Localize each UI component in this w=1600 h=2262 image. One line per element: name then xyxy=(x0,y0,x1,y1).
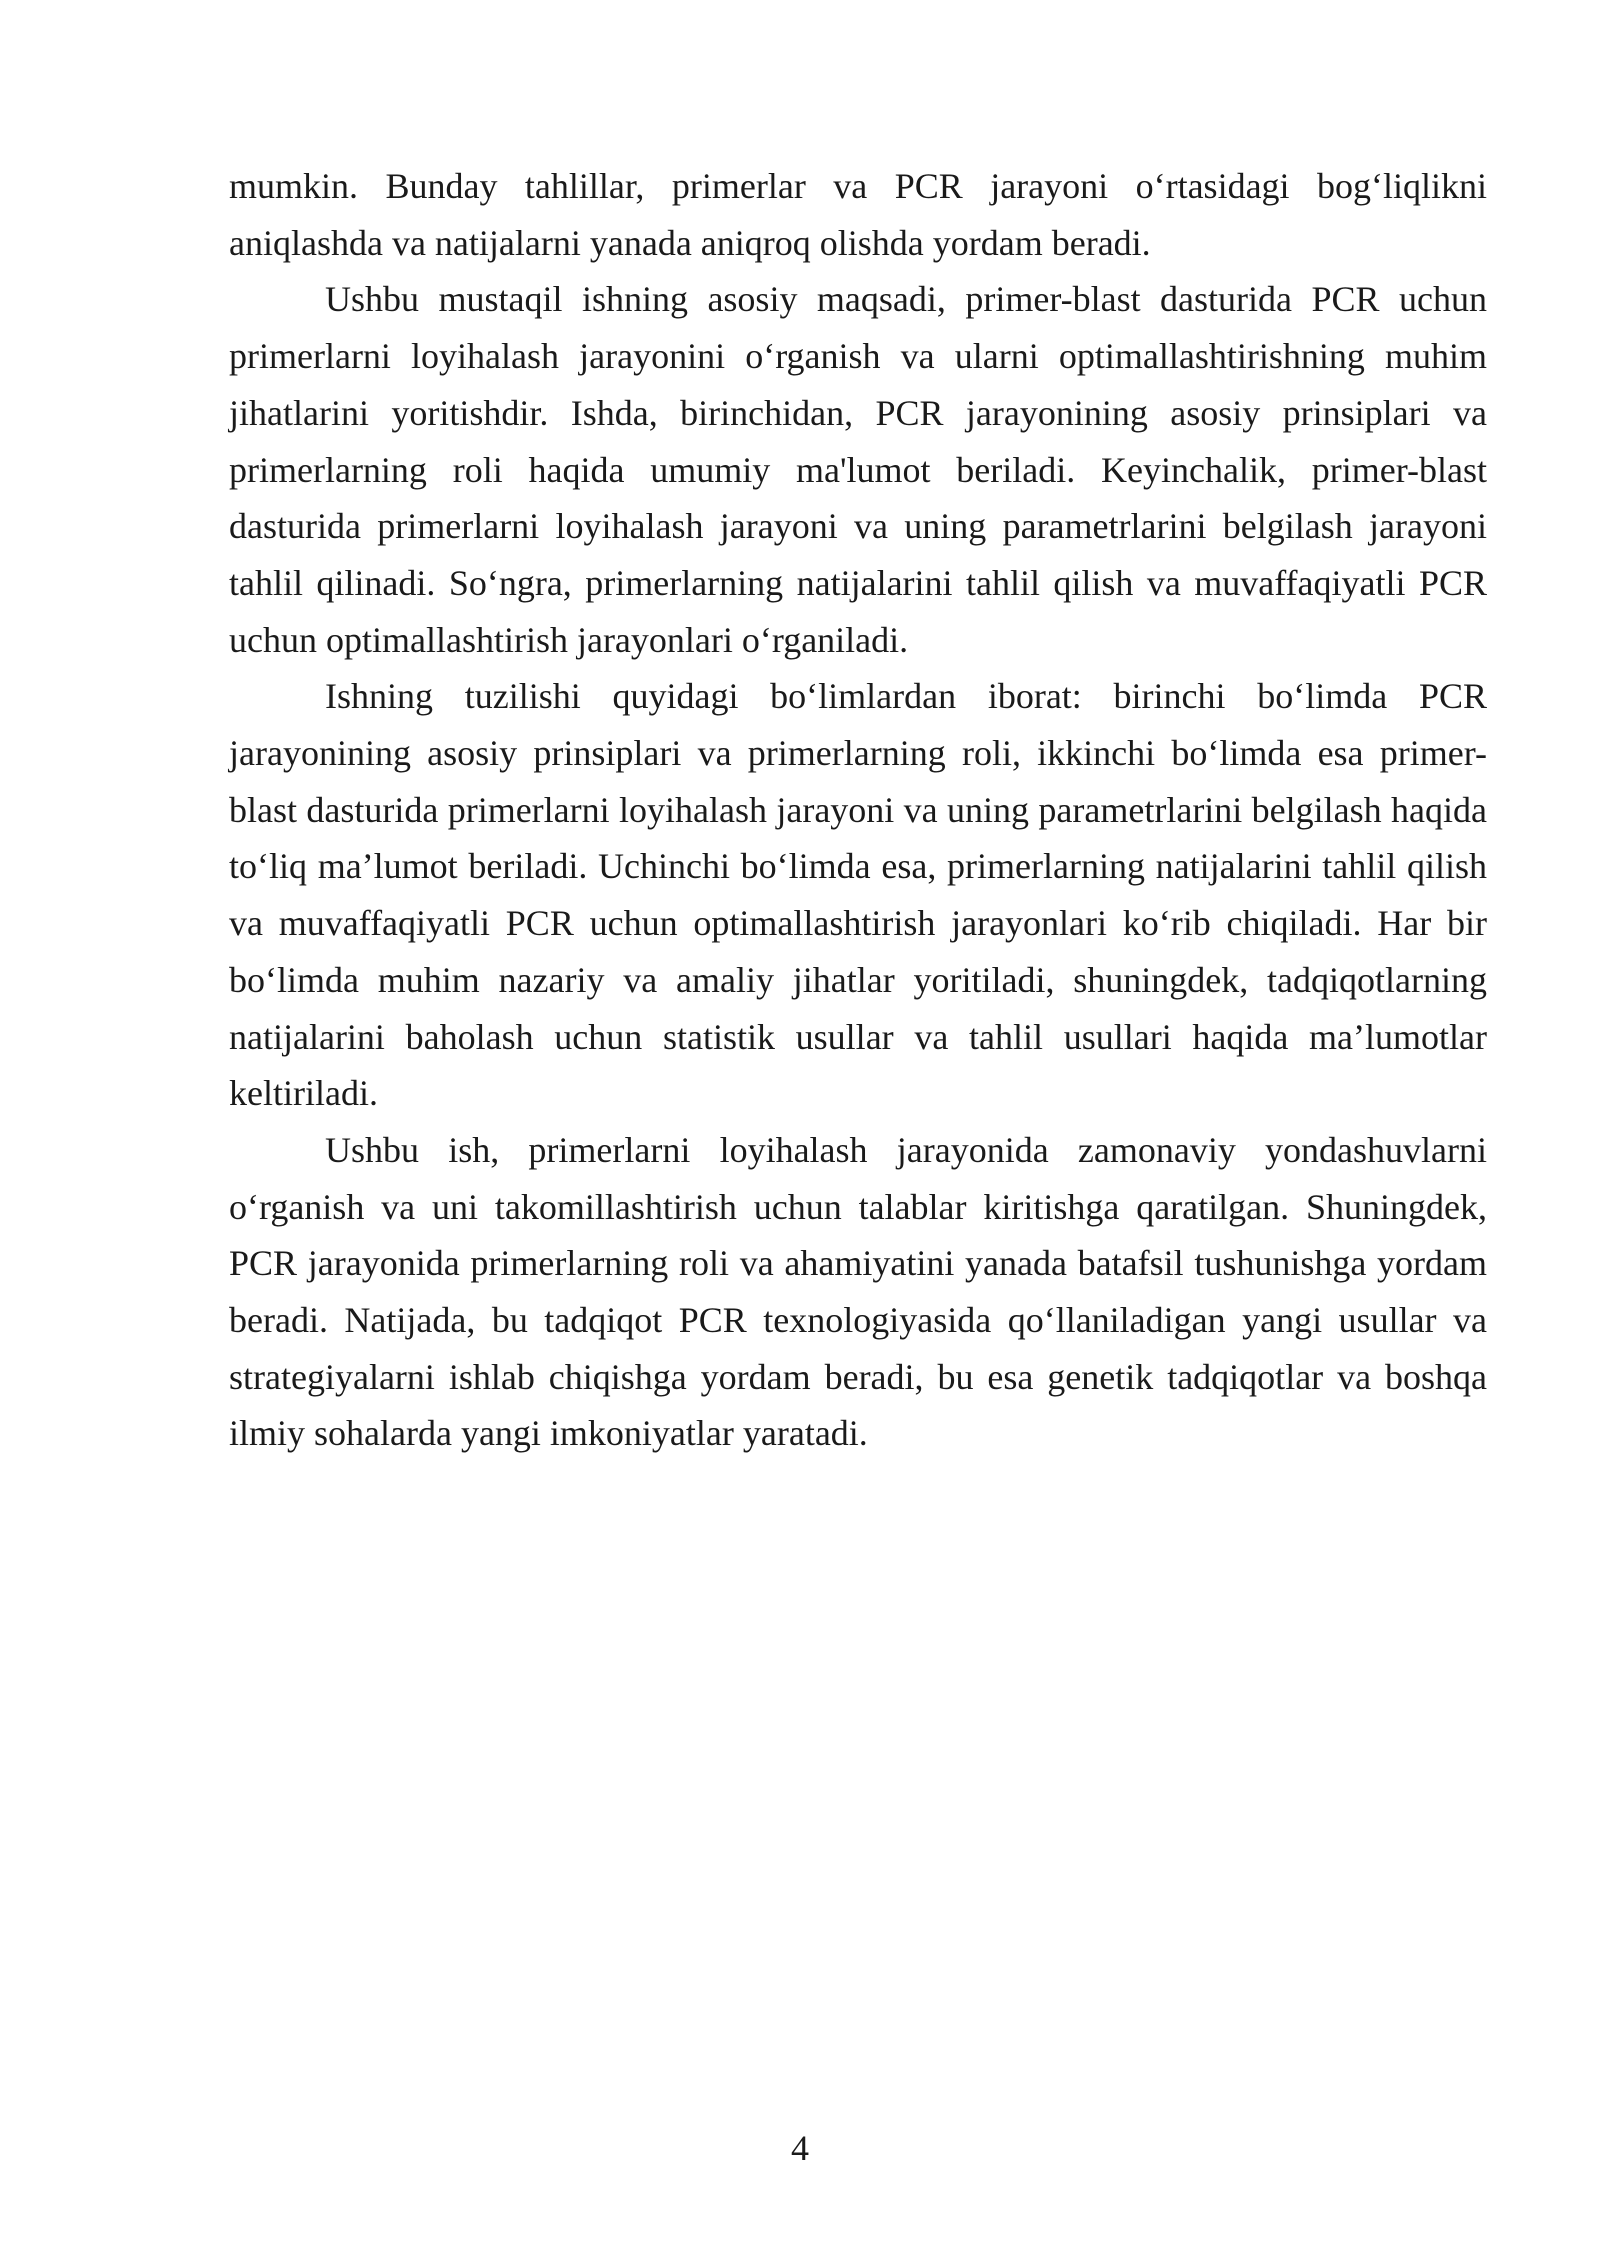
body-text xyxy=(229,158,1487,1462)
paragraph-structure: Ishning tuzilishi quyidagi bo‘limlardan iborat: birinchi bo‘limda PCR jarayonining asosiy prinsiplari va primerlarning roli, ikkinchi bo‘limda esa primer-blast dasturida primerlarni loyihalash jarayoni va uning parametrlarini belgilash haqida to‘liq ma’lumot beriladi. Uchinchi bo‘limda esa, primerlarning natijalarini tahlil qilish va muvaffaqiyatli PCR uchun optimallashtirish jarayonlari ko‘rib chiqiladi. Har bir bo‘limda muhim nazariy va amaliy jihatlar yoritiladi, shuningdek, tadqiqotlarning natijalarini baholash uchun statistik usullar va tahlil usullari haqida ma’lumotlar keltiriladi. xyxy=(229,676,1487,1114)
paragraph-continuation: mumkin. Bunday tahlillar, primerlar va PCR jarayoni o‘rtasidagi bog‘liqlikni aniqlashda va natijalarni yanada aniqroq olishda yordam beradi. xyxy=(229,166,1487,263)
page-number: 4 xyxy=(791,2128,809,2168)
paragraph-purpose: Ushbu mustaqil ishning asosiy maqsadi, primer-blast dasturida PCR uchun primerlarni loyihalash jarayonini o‘rganish va ularni optimallashtirishning muhim jihatlarini yoritishdir. Ishda, birinchidan, PCR jarayonining asosiy prinsiplari va primerlarning roli haqida umumiy ma'lumot beriladi. Keyinchalik, primer-blast dasturida primerlarni loyihalash jarayoni va uning parametrlarini belgilash jarayoni tahlil qilinadi. So‘ngra, primerlarning natijalarini tahlil qilish va muvaffaqiyatli PCR uchun optimallashtirish jarayonlari o‘rganiladi. xyxy=(229,279,1487,660)
paragraph-significance: Ushbu ish, primerlarni loyihalash jarayonida zamonaviy yondashuvlarni o‘rganish va uni takomillashtirish uchun talablar kiritishga qaratilgan. Shuningdek, PCR jarayonida primerlarning roli va ahamiyatini yanada batafsil tushunishga yordam beradi. Natijada, bu tadqiqot PCR texnologiyasida qo‘llaniladigan yangi usullar va strategiyalarni ishlab chiqishga yordam beradi, bu esa genetik tadqiqotlar va boshqa ilmiy sohalarda yangi imkoniyatlar yaratadi. xyxy=(229,1129,1487,1454)
